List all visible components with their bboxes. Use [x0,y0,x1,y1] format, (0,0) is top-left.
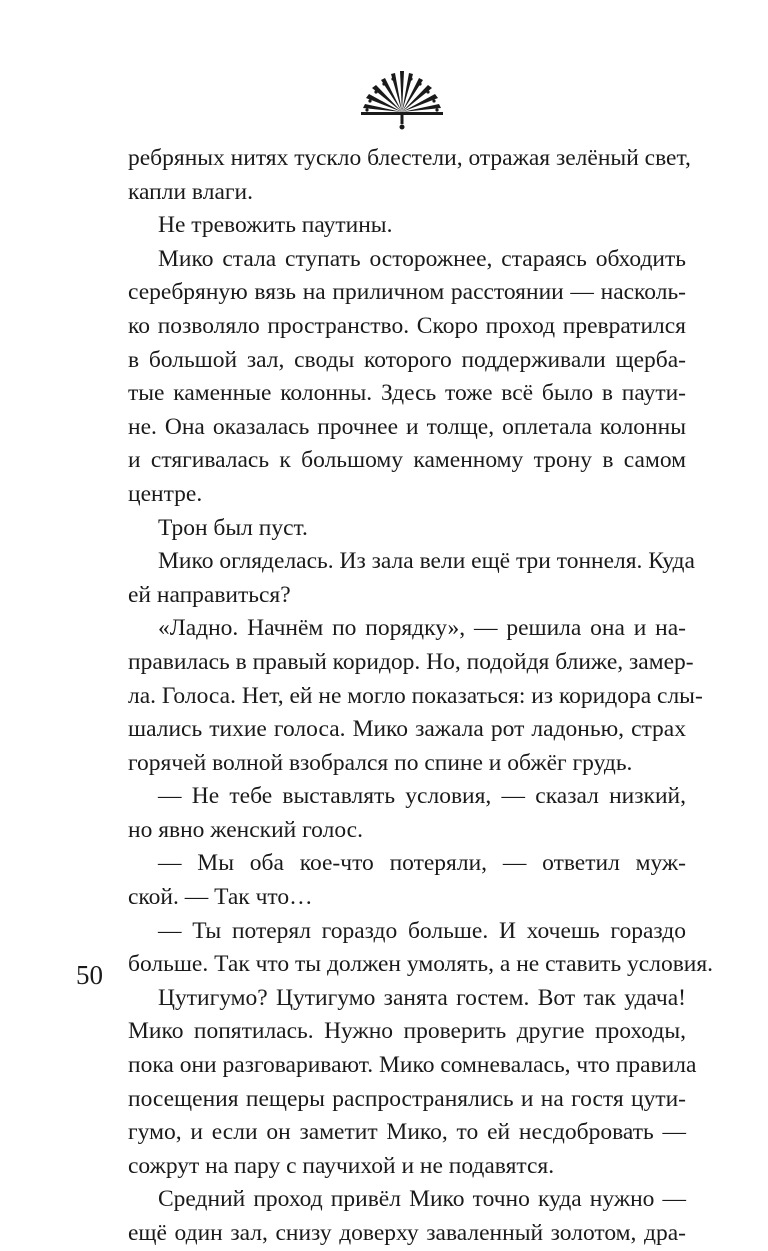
text-line: Мико попятилась. Нужно проверить другие проходы, [128,1018,686,1045]
text-line: не. Она оказалась прочнее и толще, оплетала колонны [128,413,686,440]
text-line: правилась в правый коридор. Но, подойдя ближе, замер- [128,648,694,675]
folding-fan-icon [357,68,447,134]
text-line: серебряную вязь на приличном расстоянии — насколь- [128,279,686,306]
text-line: сожрут на пару с паучихой и не подавятся. [128,1152,555,1179]
text-line: пока они разговаривают. Мико сомневалась, что правила [128,1052,697,1079]
text-line: — Не тебе выставлять условия, — сказал низкий, [158,783,686,810]
body-text [128,142,714,1251]
text-line: ла. Голоса. Нет, ей не могло показаться: из коридора слы- [128,682,703,709]
text-line: шались тихие голоса. Мико зажала рот ладонью, страх [128,716,686,743]
text-line: в большой зал, своды которого поддерживали щерба- [128,346,686,373]
text-line: Трон был пуст. [158,514,308,541]
text-line: ской. — Так что… [128,884,313,911]
text-line: «Ладно. Начнём по порядку», — решила она и на- [158,615,686,642]
text-line: Не тревожить паутины. [158,212,393,239]
text-line: капли влаги. [128,178,253,205]
text-line: больше. Так что ты должен умолять, а не ставить условия. [128,951,714,978]
text-line: но явно женский голос. [128,816,363,843]
text-line: ещё один зал, снизу доверху заваленный золотом, дра- [128,1220,686,1246]
text-line: ко позволяло пространство. Скоро проход превратился [128,312,686,339]
text-line: Средний проход привёл Мико точно куда нужно — [158,1186,686,1213]
text-line: — Мы оба кое-что потеряли, — ответил муж- [158,850,686,877]
text-line: Мико огляделась. Из зала вели ещё три тоннеля. Куда [158,548,695,575]
text-line: горячей волной взобрался по спине и обжёг грудь. [128,749,633,776]
text-line: посещения пещеры распространялись и на гостя цути- [128,1085,686,1112]
text-line: ребряных нитях тускло блестели, отражая зелёный свет, [128,145,691,171]
text-line: и стягивалась к большому каменному трону в самом [128,447,686,474]
text-line: центре. [128,480,203,507]
text-line: — Ты потерял гораздо больше. И хочешь гораздо [158,917,686,944]
text-line: ей направиться? [128,581,291,608]
text-line: Цутигумо? Цутигумо занята гостем. Вот так удача! [158,984,686,1011]
page-number: 50 [76,960,103,990]
text-line: тые каменные колонны. Здесь тоже всё было в паути- [128,380,686,407]
text-line: гумо, и если он заметит Мико, то ей несдобровать — [128,1119,686,1146]
text-line: Мико стала ступать осторожнее, стараясь обходить [158,245,686,272]
